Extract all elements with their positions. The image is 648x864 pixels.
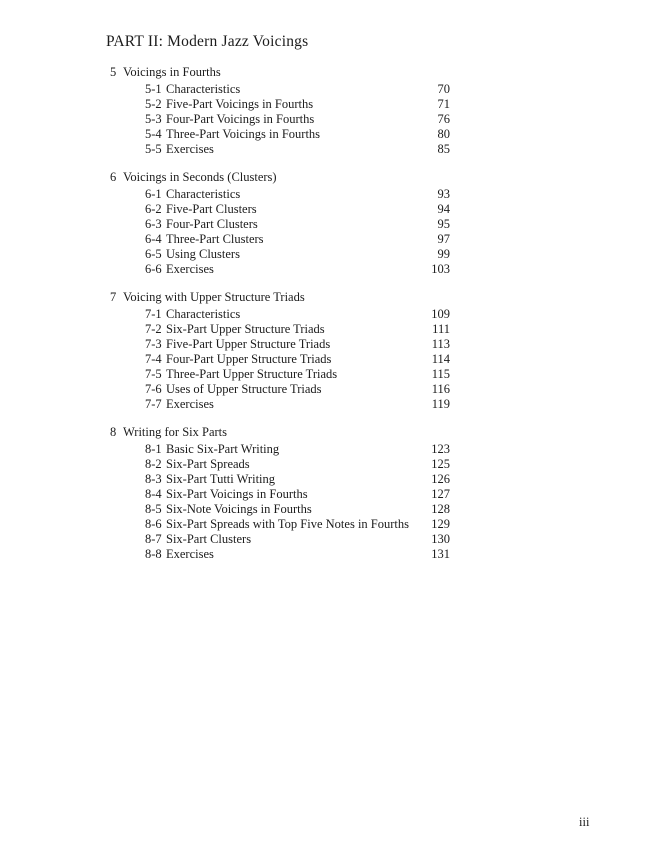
section-page: 70 [437,82,450,96]
toc [110,65,450,575]
section-number: 7-2 [145,322,162,336]
section-title: Basic Six-Part Writing [166,442,280,456]
section-number: 7-7 [145,397,162,411]
section-page: 93 [437,187,450,201]
section-number: 5-5 [145,142,162,156]
section-number: 8-8 [145,547,162,561]
section-title: Exercises [166,142,214,156]
section-page: 125 [431,457,450,471]
section-title: Six-Part Upper Structure Triads [166,322,325,336]
toc-entry [110,82,450,97]
section-page: 109 [431,307,450,321]
section-title: Exercises [166,397,214,411]
section-number: 6-2 [145,202,162,216]
chapter-sections [110,442,450,562]
toc-chapter [110,290,450,412]
toc-entry [110,517,450,532]
section-title: Six-Part Clusters [166,532,252,546]
toc-entry [110,487,450,502]
toc-entry [110,112,450,127]
toc-entry [110,352,450,367]
section-title: Three-Part Clusters [166,232,264,246]
chapter-title: Writing for Six Parts [123,425,228,439]
toc-entry [110,472,450,487]
section-number: 5-3 [145,112,162,126]
section-page: 131 [431,547,450,561]
section-page: 111 [432,322,450,336]
toc-entry [110,262,450,277]
chapter-heading [110,65,450,80]
section-page: 128 [431,502,450,516]
section-page: 119 [431,397,450,411]
section-page: 116 [431,382,450,396]
section-title: Three-Part Upper Structure Triads [166,367,338,381]
toc-entry [110,202,450,217]
toc-entry [110,547,450,562]
section-number: 6-1 [145,187,162,201]
section-page: 80 [437,127,450,141]
section-number: 8-7 [145,532,162,546]
section-page: 129 [431,517,450,531]
chapter-title: Voicing with Upper Structure Triads [123,290,305,304]
section-page: 113 [431,337,450,351]
section-page: 130 [431,532,450,546]
section-number: 8-5 [145,502,162,516]
section-title: Characteristics [166,82,241,96]
section-title: Five-Part Voicings in Fourths [166,97,314,111]
toc-chapter [110,170,450,277]
section-number: 8-1 [145,442,162,456]
section-number: 5-2 [145,97,162,111]
section-number: 5-4 [145,127,162,141]
section-page: 127 [431,487,450,501]
section-page: 99 [437,247,450,261]
section-number: 6-5 [145,247,162,261]
section-page: 95 [437,217,450,231]
toc-entry [110,337,450,352]
section-title: Three-Part Voicings in Fourths [166,127,321,141]
section-number: 8-4 [145,487,162,501]
toc-entry [110,247,450,262]
section-title: Five-Part Clusters [166,202,257,216]
section-title: Characteristics [166,307,241,321]
footer-page-number: iii [579,815,590,829]
toc-entry [110,367,450,382]
toc-entry [110,442,450,457]
section-number: 7-6 [145,382,162,396]
section-number: 6-3 [145,217,162,231]
chapter-heading [110,425,450,440]
chapter-number: 5 [110,65,117,79]
section-title: Six-Part Spreads [166,457,250,471]
chapter-number: 8 [110,425,117,439]
chapter-heading [110,170,450,185]
chapter-number: 6 [110,170,117,184]
section-number: 7-1 [145,307,162,321]
section-title: Four-Part Upper Structure Triads [166,352,332,366]
section-title: Exercises [166,547,214,561]
section-number: 5-1 [145,82,162,96]
chapter-heading [110,290,450,305]
toc-entry [110,502,450,517]
section-number: 7-4 [145,352,162,366]
section-page: 85 [437,142,450,156]
section-title: Six-Note Voicings in Fourths [166,502,312,516]
toc-entry [110,322,450,337]
section-number: 7-3 [145,337,162,351]
section-title: Exercises [166,262,214,276]
toc-entry [110,532,450,547]
section-page: 94 [437,202,450,216]
toc-entry [110,97,450,112]
chapter-title: Voicings in Seconds (Clusters) [123,170,277,184]
toc-entry [110,232,450,247]
section-title: Four-Part Clusters [166,217,258,231]
section-title: Using Clusters [166,247,240,261]
section-page: 126 [431,472,450,486]
chapter-title: Voicings in Fourths [123,65,221,79]
section-title: Uses of Upper Structure Triads [166,382,322,396]
toc-chapter [110,65,450,157]
section-number: 7-5 [145,367,162,381]
toc-entry [110,217,450,232]
toc-entry [110,457,450,472]
section-title: Four-Part Voicings in Fourths [166,112,315,126]
chapter-sections [110,187,450,277]
section-title: Five-Part Upper Structure Triads [166,337,331,351]
toc-entry [110,382,450,397]
section-title: Six-Part Spreads with Top Five Notes in Fourths [166,517,409,531]
section-page: 97 [437,232,450,246]
toc-entry [110,307,450,322]
toc-chapter [110,425,450,562]
section-number: 6-4 [145,232,162,246]
chapter-sections [110,82,450,157]
toc-entry [110,142,450,157]
section-page: 76 [437,112,450,126]
chapter-number: 7 [110,290,117,304]
section-number: 8-6 [145,517,162,531]
section-page: 115 [431,367,450,381]
toc-entry [110,187,450,202]
section-page: 103 [431,262,450,276]
section-number: 8-3 [145,472,162,486]
section-page: 114 [431,352,450,366]
section-number: 8-2 [145,457,162,471]
chapter-sections [110,307,450,412]
section-title: Six-Part Tutti Writing [166,472,276,486]
toc-entry [110,127,450,142]
section-title: Characteristics [166,187,241,201]
section-page: 123 [431,442,450,456]
toc-entry [110,397,450,412]
section-title: Six-Part Voicings in Fourths [166,487,308,501]
section-page: 71 [437,97,450,111]
section-number: 6-6 [145,262,162,276]
part-title: PART II: Modern Jazz Voicings [106,33,309,50]
